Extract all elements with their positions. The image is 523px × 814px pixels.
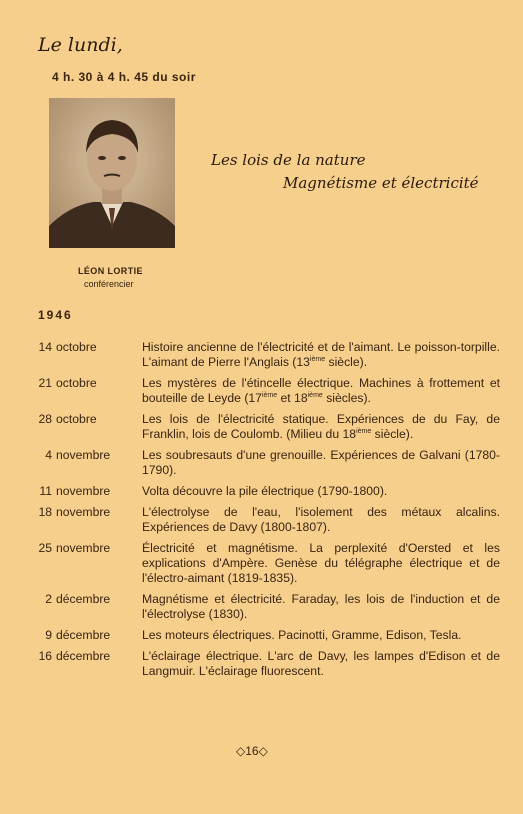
lecture-day: 11 bbox=[39, 484, 52, 498]
lecture-description bbox=[142, 541, 500, 586]
lecture-date bbox=[30, 628, 142, 643]
series-title: Les lois de la nature bbox=[211, 151, 366, 169]
lecture-date bbox=[30, 505, 142, 535]
lecture-description bbox=[142, 376, 500, 406]
lecture-row bbox=[30, 484, 500, 499]
lecture-month: décembre bbox=[56, 628, 111, 642]
lecture-row bbox=[30, 505, 500, 535]
day-heading: Le lundi, bbox=[38, 34, 123, 56]
lecture-month: novembre bbox=[56, 448, 111, 462]
lecture-month: décembre bbox=[56, 649, 111, 663]
lecture-description bbox=[142, 340, 500, 370]
lecture-month: novembre bbox=[56, 484, 111, 498]
lecture-text: L'électrolyse de l'eau, l'isolement des métaux alcalins. Expériences de Davy (1800-1807). bbox=[142, 505, 500, 534]
lecture-description bbox=[142, 448, 500, 478]
lecture-text: Électricité et magnétisme. La perplexité d'Oersted et les explications d'Ampère. Genèse du télégraphe électrique et de l'électro-aimant (1819-1835). bbox=[142, 541, 500, 585]
lecture-date bbox=[30, 412, 142, 442]
series-subtitle: Magnétisme et électricité bbox=[283, 174, 479, 192]
lecture-day: 9 bbox=[45, 628, 52, 642]
lecture-description bbox=[142, 484, 500, 499]
lecture-day: 18 bbox=[38, 505, 52, 519]
lecture-text: Les mystères de l'étincelle électrique. Machines à frottement et bouteille de Leyde (17 bbox=[142, 376, 500, 405]
lecture-row bbox=[30, 340, 500, 370]
lecture-day: 14 bbox=[38, 340, 52, 354]
ordinal-superscript: ième bbox=[309, 355, 326, 363]
lecture-month: octobre bbox=[56, 376, 97, 390]
lecture-description bbox=[142, 505, 500, 535]
lecture-day: 21 bbox=[38, 376, 52, 390]
lecture-date bbox=[30, 484, 142, 499]
ordinal-superscript: ième bbox=[307, 391, 323, 399]
lecture-description bbox=[142, 649, 500, 679]
lecture-row bbox=[30, 412, 500, 442]
lecture-date bbox=[30, 376, 142, 406]
lecture-date bbox=[30, 649, 142, 679]
year-heading: 1946 bbox=[38, 308, 73, 322]
lecture-month: décembre bbox=[56, 592, 111, 606]
ornament-left-icon: ◇ bbox=[236, 744, 246, 758]
lecture-date bbox=[30, 340, 142, 370]
time-slot: 4 h. 30 à 4 h. 45 du soir bbox=[52, 70, 196, 84]
lecture-row bbox=[30, 376, 500, 406]
lecture-text: siècle). bbox=[325, 355, 368, 369]
lecture-description bbox=[142, 592, 500, 622]
lecture-text: Volta découvre la pile électrique (1790-1800). bbox=[142, 484, 388, 498]
lecture-month: octobre bbox=[56, 412, 97, 426]
speaker-role: conférencier bbox=[84, 279, 134, 289]
lecture-day: 28 bbox=[38, 412, 52, 426]
ordinal-superscript: ième bbox=[356, 427, 372, 435]
lecture-description bbox=[142, 628, 500, 643]
lecture-text: Les moteurs électriques. Pacinotti, Gramme, Edison, Tesla. bbox=[142, 628, 462, 642]
lecture-month: novembre bbox=[56, 505, 111, 519]
speaker-name: LÉON LORTIE bbox=[78, 266, 143, 276]
lecture-description bbox=[142, 412, 500, 442]
lecture-row bbox=[30, 448, 500, 478]
ornament-right-icon: ◇ bbox=[258, 744, 268, 758]
lecture-date bbox=[30, 541, 142, 586]
lecture-text: Histoire ancienne de l'électricité et de l'aimant. Le poisson-torpille. L'aimant de Pierre l'Anglais (13 bbox=[142, 340, 500, 369]
lecture-date bbox=[30, 448, 142, 478]
speaker-portrait bbox=[49, 98, 175, 248]
lecture-row bbox=[30, 541, 500, 586]
lecture-text: siècles). bbox=[322, 391, 371, 405]
lecture-month: octobre bbox=[56, 340, 97, 354]
lecture-day: 2 bbox=[45, 592, 52, 606]
ordinal-superscript: ième bbox=[261, 391, 278, 399]
lecture-text: Les soubresauts d'une grenouille. Expériences de Galvani (1780-1790). bbox=[142, 448, 500, 477]
lecture-text: siècle). bbox=[371, 427, 414, 441]
lecture-row bbox=[30, 628, 500, 643]
lecture-month: novembre bbox=[56, 541, 111, 555]
lecture-schedule bbox=[30, 340, 500, 685]
lecture-text: L'éclairage électrique. L'arc de Davy, les lampes d'Edison et de Langmuir. L'éclairage fluorescent. bbox=[142, 649, 500, 678]
lecture-day: 4 bbox=[45, 448, 52, 462]
lecture-text: et 18 bbox=[277, 391, 308, 405]
lecture-text: Magnétisme et électricité. Faraday, les lois de l'induction et de l'électrolyse (1830). bbox=[142, 592, 500, 621]
lecture-day: 25 bbox=[38, 541, 52, 555]
lecture-date bbox=[30, 592, 142, 622]
lecture-row bbox=[30, 649, 500, 679]
page-number bbox=[236, 744, 268, 758]
lecture-day: 16 bbox=[38, 649, 52, 663]
lecture-row bbox=[30, 592, 500, 622]
page-number-text: 16 bbox=[245, 744, 259, 758]
lecture-text: Les lois de l'électricité statique. Expériences de du Fay, de Franklin, lois de Coulomb. (Milieu du 18 bbox=[142, 412, 500, 441]
